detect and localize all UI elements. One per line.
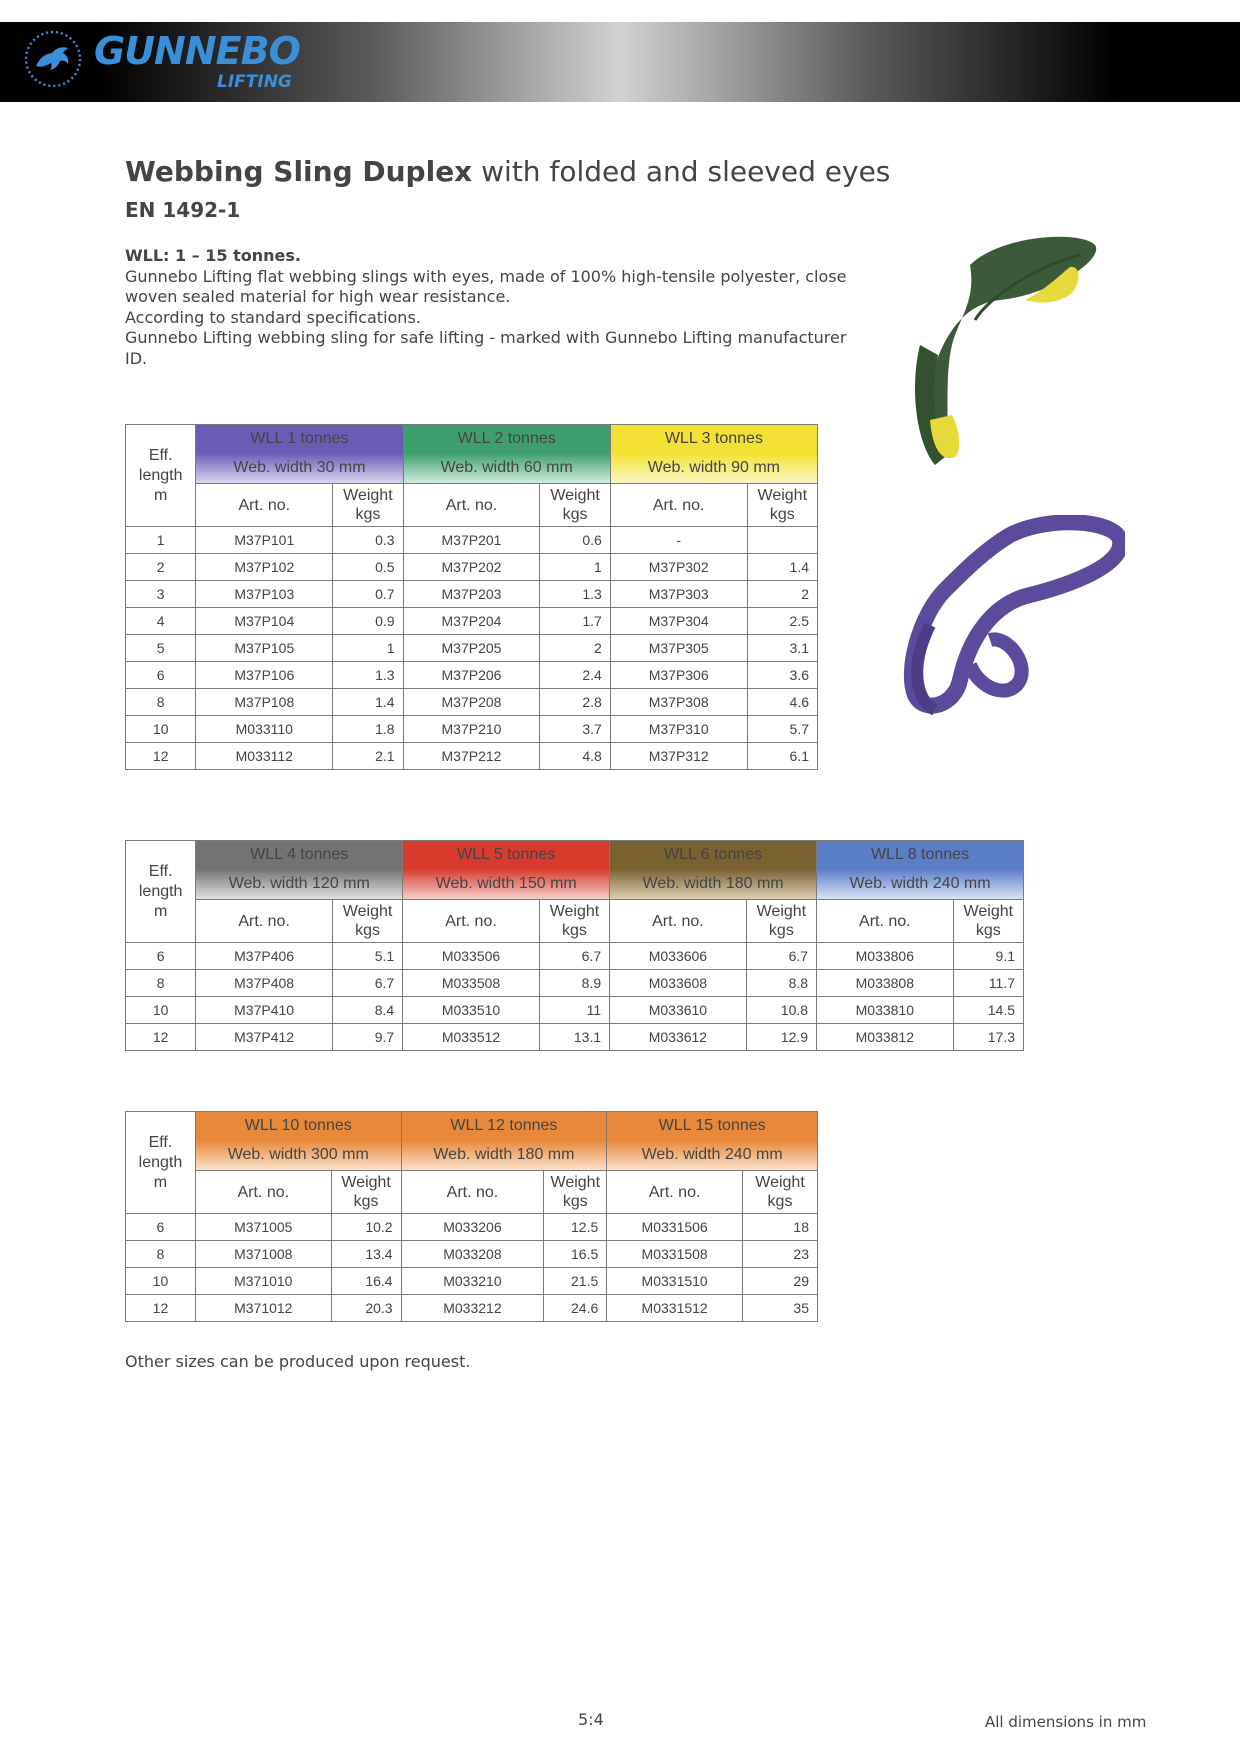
art-no-cell: M37P412 xyxy=(196,1024,333,1051)
length-cell: 8 xyxy=(126,970,196,997)
green-sling-image xyxy=(880,225,1120,480)
length-cell: 8 xyxy=(126,1241,196,1268)
art-no-cell: M37P101 xyxy=(196,527,333,554)
weight-cell: 1 xyxy=(540,554,610,581)
width-150-header: Web. width 150 mm xyxy=(403,869,610,900)
art-no-cell: M37P106 xyxy=(196,662,333,689)
length-cell: 10 xyxy=(126,997,196,1024)
weight-cell: 11 xyxy=(539,997,609,1024)
weight-cell: 13.4 xyxy=(331,1241,401,1268)
width-240-header: Web. width 240 mm xyxy=(817,869,1024,900)
weight-cell: 1.4 xyxy=(333,689,403,716)
art-no-cell: M033812 xyxy=(817,1024,954,1051)
weight-cell: 4.6 xyxy=(747,689,817,716)
table-row xyxy=(126,997,1024,1024)
weight-cell: 1.8 xyxy=(333,716,403,743)
table-row xyxy=(126,1295,818,1322)
length-cell: 2 xyxy=(126,554,196,581)
brand-header xyxy=(0,22,1240,102)
wll-8-header: WLL 8 tonnes xyxy=(817,841,1024,870)
weight-header: Weight kgs xyxy=(953,900,1023,943)
wll-12-header: WLL 12 tonnes xyxy=(401,1112,607,1141)
weight-cell: 1.4 xyxy=(747,554,817,581)
weight-cell: 3.6 xyxy=(747,662,817,689)
weight-cell: 21.5 xyxy=(544,1268,607,1295)
art-no-cell: M37P312 xyxy=(610,743,747,770)
eff-length-header: Eff. length m xyxy=(126,841,196,943)
art-no-cell: M37P205 xyxy=(403,635,540,662)
intro-line-3: Gunnebo Lifting webbing sling for safe lifting - marked with Gunnebo Lifting manufacturer ID. xyxy=(125,328,847,368)
eff-length-header: Eff. length m xyxy=(126,425,196,527)
art-no-cell: M37P410 xyxy=(196,997,333,1024)
width-60-header: Web. width 60 mm xyxy=(403,453,610,484)
weight-cell: 20.3 xyxy=(331,1295,401,1322)
length-cell: 12 xyxy=(126,743,196,770)
art-no-cell: M033110 xyxy=(196,716,333,743)
art-no-header: Art. no. xyxy=(610,900,747,943)
art-no-cell: M033608 xyxy=(610,970,747,997)
wll-5-header: WLL 5 tonnes xyxy=(403,841,610,870)
weight-header: Weight kgs xyxy=(540,484,610,527)
art-no-cell: M033508 xyxy=(403,970,540,997)
weight-cell: 1.7 xyxy=(540,608,610,635)
art-no-cell: M033610 xyxy=(610,997,747,1024)
title-bold: Webbing Sling Duplex xyxy=(125,155,473,188)
art-no-cell: M033606 xyxy=(610,943,747,970)
table-row xyxy=(126,1268,818,1295)
art-no-cell: M37P302 xyxy=(610,554,747,581)
page-title xyxy=(125,155,890,188)
length-cell: 12 xyxy=(126,1024,196,1051)
table-row xyxy=(126,1214,818,1241)
art-no-header: Art. no. xyxy=(403,484,540,527)
art-no-cell: M033612 xyxy=(610,1024,747,1051)
art-no-cell: M033512 xyxy=(403,1024,540,1051)
weight-cell: 17.3 xyxy=(953,1024,1023,1051)
weight-cell: 1 xyxy=(333,635,403,662)
width-90-header: Web. width 90 mm xyxy=(610,453,817,484)
weight-cell: 1.3 xyxy=(540,581,610,608)
length-cell: 8 xyxy=(126,689,196,716)
intro-line-1: Gunnebo Lifting flat webbing slings with eyes, made of 100% high-tensile polyester, close woven sealed material for high wear resistance. xyxy=(125,266,847,306)
table-row xyxy=(126,527,818,554)
weight-cell: 2.4 xyxy=(540,662,610,689)
brand-name: GUNNEBO xyxy=(94,29,300,73)
length-cell: 3 xyxy=(126,581,196,608)
art-no-cell: M0331506 xyxy=(607,1214,743,1241)
length-cell: 10 xyxy=(126,716,196,743)
weight-cell: 14.5 xyxy=(953,997,1023,1024)
table-row xyxy=(126,662,818,689)
weight-cell: 0.6 xyxy=(540,527,610,554)
weight-cell: 6.7 xyxy=(746,943,816,970)
art-no-header: Art. no. xyxy=(401,1171,544,1214)
art-no-cell: M37P406 xyxy=(196,943,333,970)
table-row xyxy=(126,608,818,635)
art-no-cell: M37P304 xyxy=(610,608,747,635)
standard-code: EN 1492-1 xyxy=(125,198,241,222)
art-no-cell: M033112 xyxy=(196,743,333,770)
art-no-cell: M37P204 xyxy=(403,608,540,635)
weight-cell: 8.4 xyxy=(332,997,402,1024)
weight-cell: 6.7 xyxy=(539,943,609,970)
table-row xyxy=(126,716,818,743)
art-no-header: Art. no. xyxy=(607,1171,743,1214)
weight-cell: 3.1 xyxy=(747,635,817,662)
art-no-cell: M37P102 xyxy=(196,554,333,581)
art-no-cell: M033208 xyxy=(401,1241,544,1268)
wll-3-header: WLL 3 tonnes xyxy=(610,425,817,454)
weight-cell: 23 xyxy=(743,1241,818,1268)
art-no-cell: M033808 xyxy=(817,970,954,997)
width-120-header: Web. width 120 mm xyxy=(196,869,403,900)
art-no-cell: - xyxy=(610,527,747,554)
art-no-cell: M37P208 xyxy=(403,689,540,716)
weight-cell: 18 xyxy=(743,1214,818,1241)
art-no-cell: M37P408 xyxy=(196,970,333,997)
spec-table-2 xyxy=(125,840,1024,1051)
weight-header: Weight kgs xyxy=(539,900,609,943)
weight-cell: 1.3 xyxy=(333,662,403,689)
width-30-header: Web. width 30 mm xyxy=(196,453,403,484)
table-row xyxy=(126,635,818,662)
art-no-cell: M37P203 xyxy=(403,581,540,608)
weight-cell: 8.8 xyxy=(746,970,816,997)
art-no-cell: M37P212 xyxy=(403,743,540,770)
length-cell: 6 xyxy=(126,1214,196,1241)
art-no-header: Art. no. xyxy=(195,1171,331,1214)
weight-header: Weight kgs xyxy=(747,484,817,527)
art-no-header: Art. no. xyxy=(403,900,540,943)
length-cell: 4 xyxy=(126,608,196,635)
art-no-cell: M37P310 xyxy=(610,716,747,743)
wll-4-header: WLL 4 tonnes xyxy=(196,841,403,870)
length-cell: 6 xyxy=(126,943,196,970)
length-cell: 6 xyxy=(126,662,196,689)
table-row xyxy=(126,743,818,770)
art-no-cell: M0331508 xyxy=(607,1241,743,1268)
weight-header: Weight kgs xyxy=(743,1171,818,1214)
art-no-cell: M37P202 xyxy=(403,554,540,581)
length-cell: 10 xyxy=(126,1268,196,1295)
weight-cell: 2.5 xyxy=(747,608,817,635)
weight-cell: 10.8 xyxy=(746,997,816,1024)
art-no-cell: M37P103 xyxy=(196,581,333,608)
art-no-cell: M37P306 xyxy=(610,662,747,689)
art-no-cell: M033212 xyxy=(401,1295,544,1322)
spec-table-1 xyxy=(125,424,818,770)
table-row xyxy=(126,1241,818,1268)
table-row xyxy=(126,1024,1024,1051)
art-no-cell: M0331512 xyxy=(607,1295,743,1322)
table-row xyxy=(126,554,818,581)
intro-text xyxy=(125,246,855,369)
weight-cell: 0.7 xyxy=(333,581,403,608)
width-180-header: Web. width 180 mm xyxy=(401,1140,607,1171)
weight-cell: 0.3 xyxy=(333,527,403,554)
art-no-cell: M37P303 xyxy=(610,581,747,608)
length-cell: 12 xyxy=(126,1295,196,1322)
spec-table-3 xyxy=(125,1111,818,1322)
weight-cell: 9.7 xyxy=(332,1024,402,1051)
weight-cell: 2 xyxy=(540,635,610,662)
wll-6-header: WLL 6 tonnes xyxy=(610,841,817,870)
wll-10-header: WLL 10 tonnes xyxy=(195,1112,401,1141)
art-no-header: Art. no. xyxy=(196,900,333,943)
weight-cell: 13.1 xyxy=(539,1024,609,1051)
length-cell: 1 xyxy=(126,527,196,554)
art-no-cell: M37P305 xyxy=(610,635,747,662)
art-no-cell: M371010 xyxy=(195,1268,331,1295)
other-sizes-note: Other sizes can be produced upon request. xyxy=(125,1352,471,1371)
weight-cell: 5.7 xyxy=(747,716,817,743)
weight-cell: 35 xyxy=(743,1295,818,1322)
art-no-cell: M033510 xyxy=(403,997,540,1024)
wll-2-header: WLL 2 tonnes xyxy=(403,425,610,454)
weight-cell: 12.5 xyxy=(544,1214,607,1241)
art-no-cell: M371005 xyxy=(195,1214,331,1241)
art-no-cell: M033806 xyxy=(817,943,954,970)
art-no-header: Art. no. xyxy=(196,484,333,527)
weight-cell: 6.1 xyxy=(747,743,817,770)
art-no-cell: M37P210 xyxy=(403,716,540,743)
weight-cell: 9.1 xyxy=(953,943,1023,970)
art-no-cell: M033210 xyxy=(401,1268,544,1295)
intro-line-2: According to standard specifications. xyxy=(125,307,421,327)
wll-range: WLL: 1 – 15 tonnes. xyxy=(125,246,301,265)
length-cell: 5 xyxy=(126,635,196,662)
art-no-cell: M37P104 xyxy=(196,608,333,635)
table-row xyxy=(126,581,818,608)
weight-cell: 16.5 xyxy=(544,1241,607,1268)
purple-sling-image xyxy=(900,515,1125,725)
weight-cell: 2.8 xyxy=(540,689,610,716)
table-row xyxy=(126,689,818,716)
art-no-cell: M033206 xyxy=(401,1214,544,1241)
weight-header: Weight kgs xyxy=(331,1171,401,1214)
art-no-header: Art. no. xyxy=(817,900,954,943)
weight-cell: 11.7 xyxy=(953,970,1023,997)
weight-cell: 3.7 xyxy=(540,716,610,743)
dimensions-note: All dimensions in mm xyxy=(985,1713,1147,1731)
weight-cell: 2.1 xyxy=(333,743,403,770)
title-rest: with folded and sleeved eyes xyxy=(472,155,891,188)
art-no-cell: M371012 xyxy=(195,1295,331,1322)
weight-cell: 2 xyxy=(747,581,817,608)
weight-header: Weight kgs xyxy=(332,900,402,943)
table-row xyxy=(126,943,1024,970)
weight-cell: 12.9 xyxy=(746,1024,816,1051)
weight-cell: 10.2 xyxy=(331,1214,401,1241)
weight-cell: 16.4 xyxy=(331,1268,401,1295)
width-300-header: Web. width 300 mm xyxy=(195,1140,401,1171)
art-no-cell: M37P108 xyxy=(196,689,333,716)
art-no-cell: M37P206 xyxy=(403,662,540,689)
width-180-header: Web. width 180 mm xyxy=(610,869,817,900)
art-no-cell: M033810 xyxy=(817,997,954,1024)
eff-length-header: Eff. length m xyxy=(126,1112,196,1214)
weight-cell: 8.9 xyxy=(539,970,609,997)
wll-1-header: WLL 1 tonnes xyxy=(196,425,403,454)
weight-cell: 4.8 xyxy=(540,743,610,770)
art-no-header: Art. no. xyxy=(610,484,747,527)
weight-cell: 0.5 xyxy=(333,554,403,581)
page-number: 5:4 xyxy=(578,1710,604,1729)
brand-subname: LIFTING xyxy=(217,72,292,92)
weight-cell: 5.1 xyxy=(332,943,402,970)
weight-header: Weight kgs xyxy=(544,1171,607,1214)
width-240-header: Web. width 240 mm xyxy=(607,1140,818,1171)
art-no-cell: M37P201 xyxy=(403,527,540,554)
weight-cell: 6.7 xyxy=(332,970,402,997)
weight-cell xyxy=(747,527,817,554)
weight-cell: 0.9 xyxy=(333,608,403,635)
art-no-cell: M033506 xyxy=(403,943,540,970)
art-no-cell: M0331510 xyxy=(607,1268,743,1295)
weight-header: Weight kgs xyxy=(746,900,816,943)
art-no-cell: M371008 xyxy=(195,1241,331,1268)
art-no-cell: M37P308 xyxy=(610,689,747,716)
weight-cell: 29 xyxy=(743,1268,818,1295)
weight-header: Weight kgs xyxy=(333,484,403,527)
wll-15-header: WLL 15 tonnes xyxy=(607,1112,818,1141)
weight-cell: 24.6 xyxy=(544,1295,607,1322)
art-no-cell: M37P105 xyxy=(196,635,333,662)
horse-emblem-icon xyxy=(22,28,84,90)
table-row xyxy=(126,970,1024,997)
